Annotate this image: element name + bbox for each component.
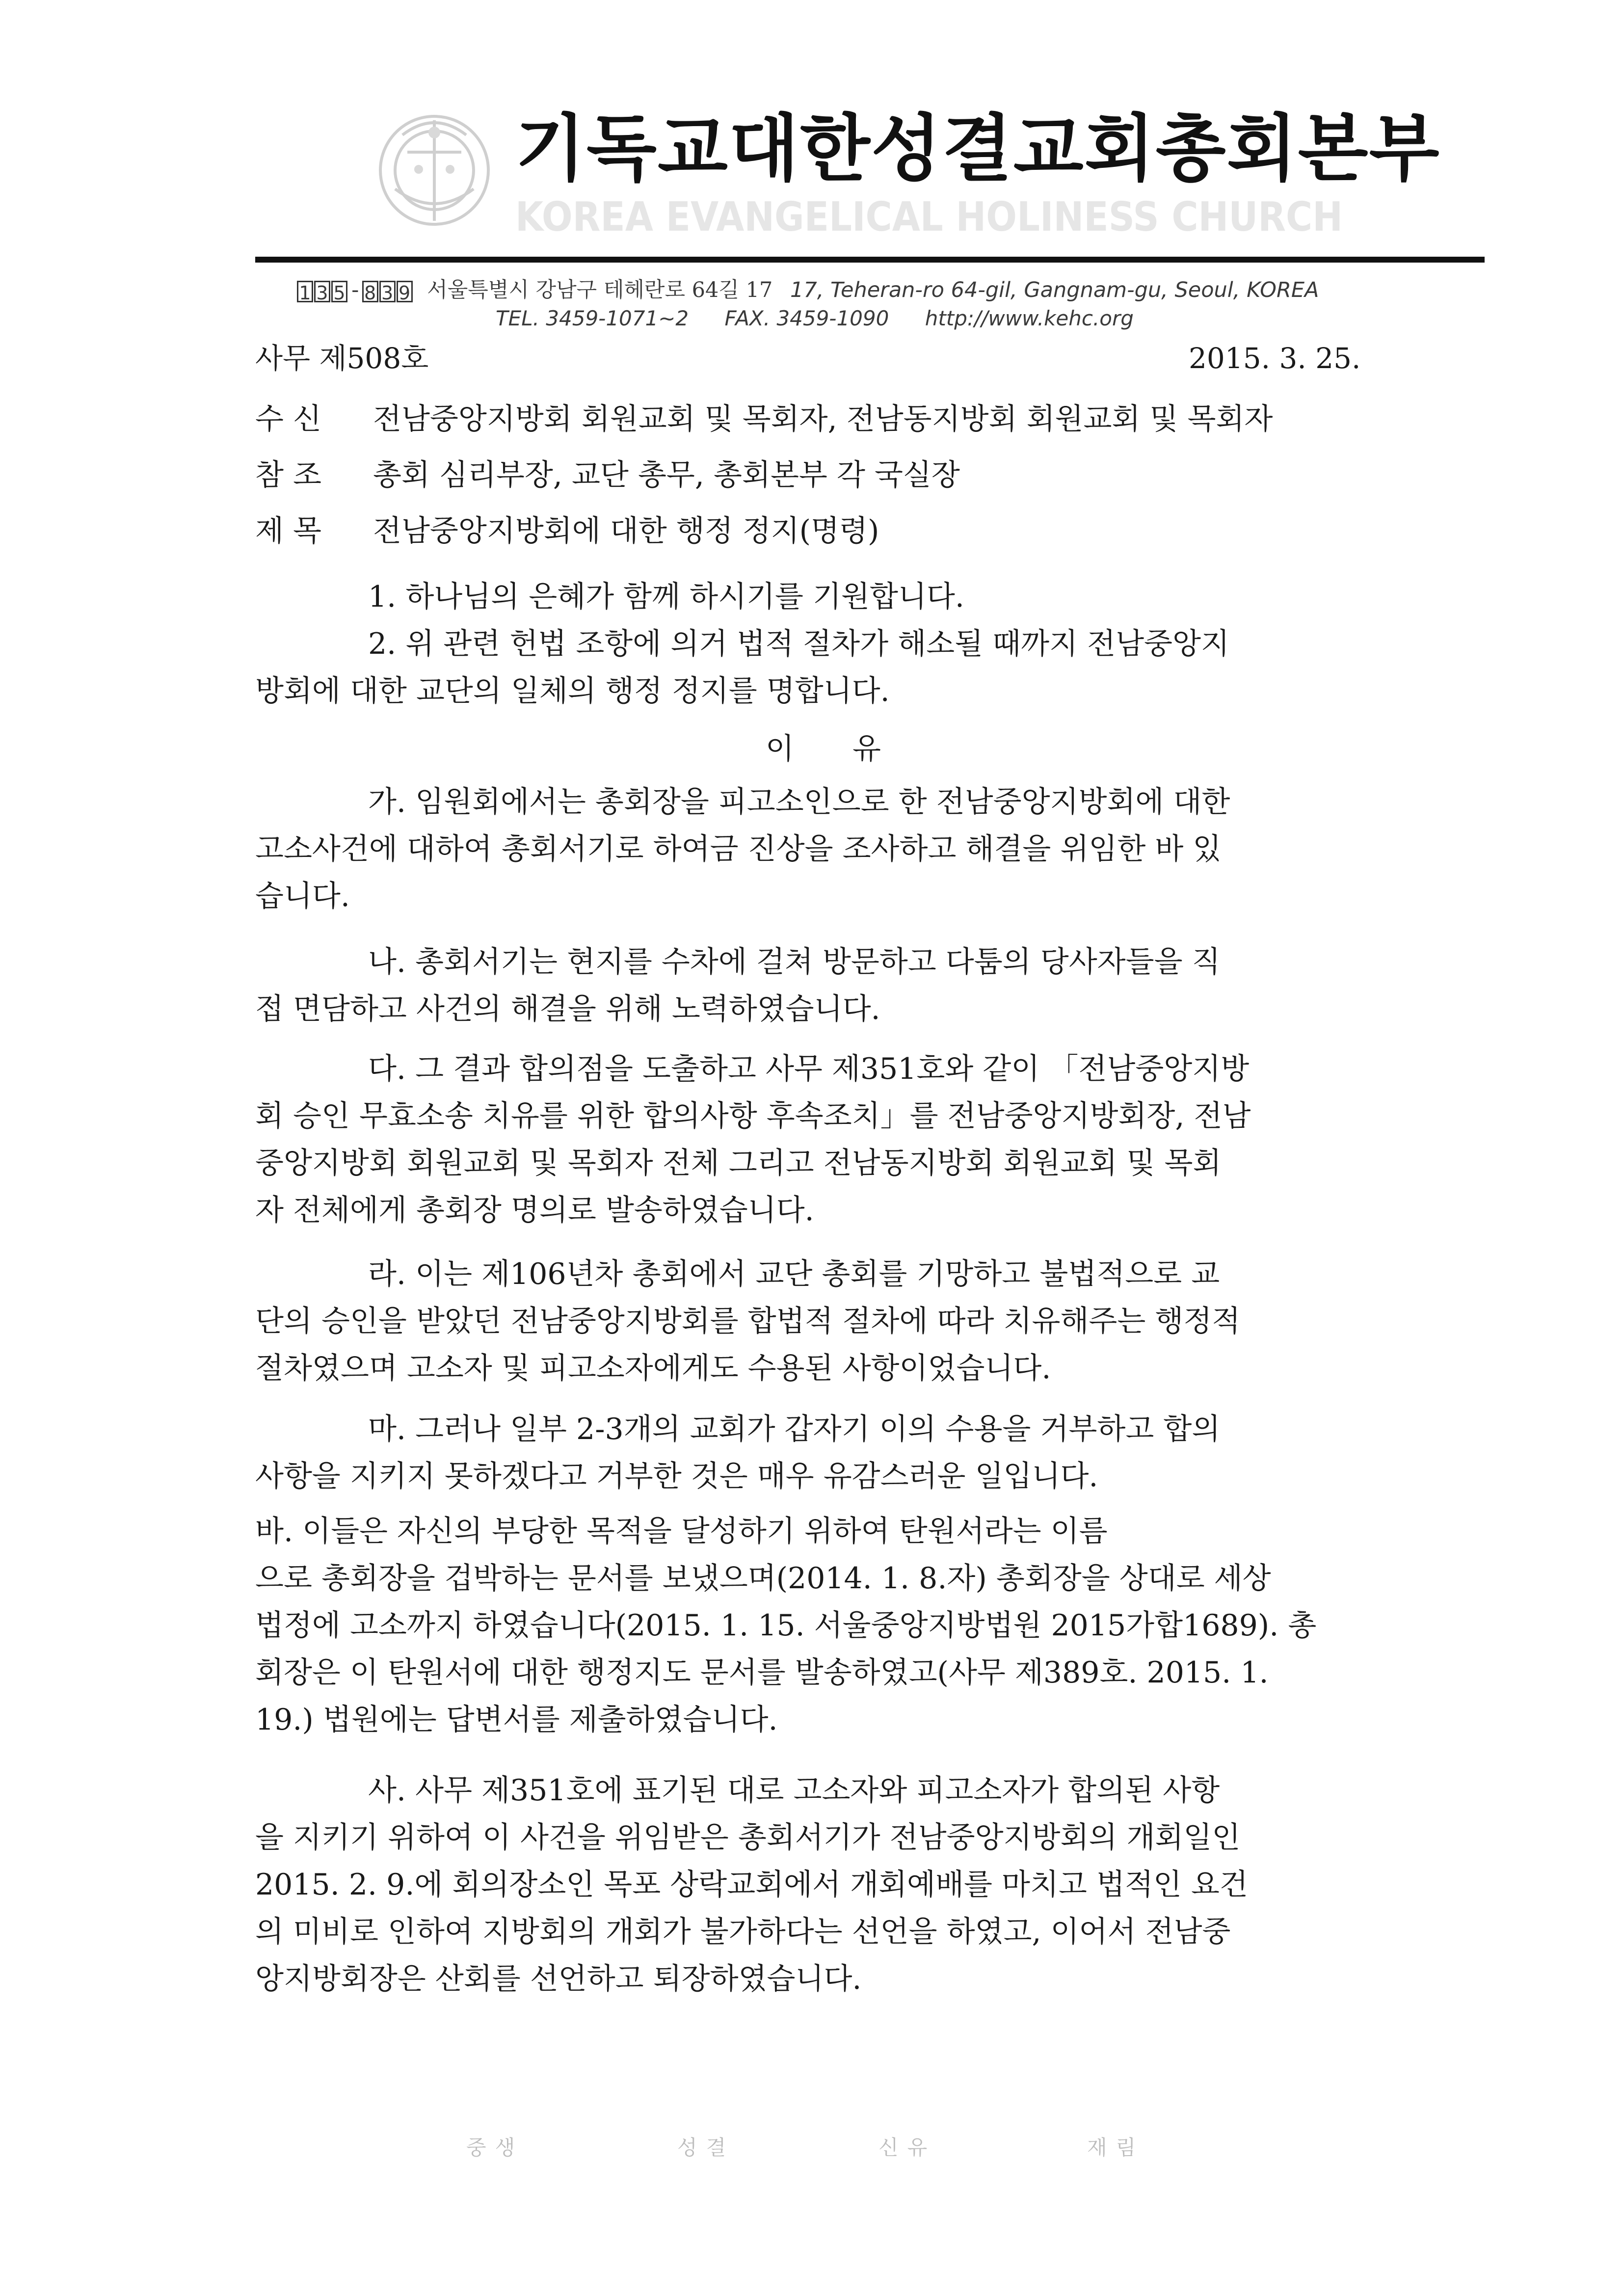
paragraph-line [255, 1696, 1413, 1743]
recipient-row [255, 399, 1273, 440]
paragraph-line [255, 1555, 1413, 1602]
paragraph-text: 절차였으며 고소자 및 피고소자에게도 수용된 사항이었습니다. [255, 1351, 1051, 1386]
item-1-text: 1. 하나님의 은혜가 함께 하시기를 기원합니다. [368, 580, 964, 614]
paragraph-text: 나. 총회서기는 현지를 수차에 걸쳐 방문하고 다툼의 당사자들을 직 [368, 945, 1221, 979]
organization-name-english: KOREA EVANGELICAL HOLINESS CHURCH [515, 194, 1343, 240]
item-1 [255, 573, 1413, 620]
paragraph-text: 사항을 지키지 못하겠다고 거부한 것은 매우 유감스러운 일입니다. [255, 1459, 1098, 1494]
paragraph-text: 2015. 2. 9.에 회의장소인 목포 상락교회에서 개회예배를 마치고 법적인 요건 [255, 1868, 1248, 1902]
motto-regeneration: 중생 [466, 2136, 524, 2160]
item-2-line [255, 620, 1413, 667]
paragraph-text: 회장은 이 탄원서에 대한 행정지도 문서를 발송하였고(사무 제389호. 2015. 1. [255, 1655, 1269, 1690]
paragraph-ra [255, 1251, 1413, 1392]
paragraph-text: 라. 이는 제106년차 총회에서 교단 총회를 기망하고 불법적으로 교 [368, 1257, 1220, 1291]
paragraph-text: 자 전체에게 총회장 명의로 발송하였습니다. [255, 1193, 814, 1228]
paragraph-line [255, 1814, 1413, 1861]
paragraph-text: 고소사건에 대하여 총회서기로 하여금 진상을 조사하고 해결을 위임한 바 있 [255, 832, 1222, 866]
paragraph-line [255, 1298, 1413, 1345]
paragraph-text: 사. 사무 제351호에 표기된 대로 고소자와 피고소자가 합의된 사항 [368, 1773, 1220, 1808]
paragraph-line [255, 1955, 1413, 2002]
paragraph-sa [255, 1767, 1413, 2002]
fax: FAX. 3459-1090 [724, 306, 889, 330]
reference-row [255, 454, 960, 496]
paragraph-line [255, 1187, 1413, 1234]
paragraph-line [255, 1093, 1413, 1140]
paragraph-text: 바. 이들은 자신의 부당한 목적을 달성하기 위하여 탄원서라는 이름 [255, 1514, 1108, 1548]
paragraph-text: 중앙지방회 회원교회 및 목회자 전체 그리고 전남동지방회 회원교회 및 목회 [255, 1146, 1222, 1180]
paragraph-line [255, 1508, 1413, 1555]
contact-line [496, 305, 1163, 332]
paragraph-text: 을 지키기 위하여 이 사건을 위임받은 총회서기가 전남중앙지방회의 개회일인 [255, 1820, 1241, 1855]
paragraph-line [255, 826, 1413, 873]
church-emblem-icon [361, 106, 508, 236]
paragraph-line [255, 778, 1413, 826]
paragraph-line [255, 1861, 1413, 1908]
paragraph-text: 마. 그러나 일부 2-3개의 교회가 갑자기 이의 수용을 거부하고 합의 [368, 1412, 1221, 1446]
zip-digit: 8 [362, 281, 378, 302]
paragraph-line [255, 1602, 1413, 1649]
paragraph-text: 으로 총회장을 겁박하는 문서를 보냈으며(2014. 1. 8.자) 총회장을 상대로 세상 [255, 1561, 1271, 1596]
paragraph-text: 19.) 법원에는 답변서를 제출하였습니다. [255, 1703, 778, 1737]
zip-digit: 5 [331, 281, 347, 302]
address-korean: 서울특별시 강남구 테헤란로 64길 17 [427, 278, 773, 302]
numbered-items [255, 573, 1413, 715]
organization-name-korean: 기독교대한성결교회총회본부 [515, 107, 1440, 191]
item-2-text: 방회에 대한 교단의 일체의 행정 정지를 명합니다. [255, 674, 890, 708]
paragraph-ga [255, 778, 1413, 920]
paragraph-line [255, 1140, 1413, 1187]
paragraph-text: 접 면담하고 사건의 해결을 위해 노력하였습니다. [255, 992, 880, 1026]
paragraph-line [255, 1251, 1413, 1298]
paragraph-text: 단의 승인을 받았던 전남중앙지방회를 합법적 절차에 따라 치유해주는 행정적 [255, 1304, 1241, 1338]
telephone: TEL. 3459-1071~2 [496, 306, 689, 330]
paragraph-line [255, 938, 1413, 986]
paragraph-na [255, 938, 1413, 1033]
zip-digit: 1 [297, 281, 313, 302]
paragraph-line [255, 986, 1413, 1033]
letterhead-divider [255, 257, 1485, 263]
paragraph-line [255, 1345, 1413, 1392]
paragraph-text: 습니다. [255, 879, 350, 913]
motto-healing: 신유 [878, 2136, 936, 2160]
paragraph-text: 앙지방회장은 산회를 선언하고 퇴장하였습니다. [255, 1962, 862, 1996]
reason-heading: 이 유 [766, 732, 881, 766]
paragraph-text: 의 미비로 인하여 지방회의 개회가 불가하다는 선언을 하였고, 이어서 전남중 [255, 1915, 1231, 1949]
reference-label: 참 조 [255, 458, 321, 492]
recipient-label: 수 신 [255, 402, 321, 436]
paragraph-line [255, 873, 1413, 920]
paragraph-line [255, 1045, 1413, 1093]
item-2-text: 2. 위 관련 헌법 조항에 의거 법적 절차가 해소될 때까지 전남중앙지 [368, 627, 1229, 661]
paragraph-text: 법정에 고소까지 하였습니다(2015. 1. 15. 서울중앙지방법원 2015가합1689). 총 [255, 1608, 1317, 1643]
address-english: 17, Teheran-ro 64-gil, Gangnam-gu, Seoul, KOREA [790, 278, 1319, 302]
zip-digit: 9 [397, 281, 413, 302]
paragraph-line [255, 1767, 1413, 1814]
zip-separator: - [351, 278, 359, 302]
subject-row [255, 510, 879, 552]
paragraph-text: 가. 임원회에서는 총회장을 피고소인으로 한 전남중앙지방회에 대한 [368, 785, 1230, 819]
subject-label: 제 목 [255, 514, 321, 548]
paragraph-text: 다. 그 결과 합의점을 도출하고 사무 제351호와 같이 「전남중앙지방 [368, 1052, 1250, 1086]
recipient-value: 전남중앙지방회 회원교회 및 목회자, 전남동지방회 회원교회 및 목회자 [373, 402, 1273, 436]
paragraph-line [255, 1453, 1413, 1500]
paragraph-ba [255, 1508, 1413, 1743]
paragraph-line [255, 1908, 1413, 1955]
paragraph-da [255, 1045, 1413, 1234]
paragraph-line [255, 1406, 1413, 1453]
paragraph-line [255, 1649, 1413, 1696]
website: http://www.kehc.org [925, 306, 1134, 330]
motto-holiness: 성결 [677, 2136, 735, 2160]
reference-value: 총회 심리부장, 교단 총무, 총회본부 각 국실장 [373, 458, 960, 492]
motto-second-coming: 재림 [1087, 2136, 1145, 2160]
subject-value: 전남중앙지방회에 대한 행정 정지(명령) [373, 514, 879, 548]
paragraph-ma [255, 1406, 1413, 1500]
zip-digit: 3 [379, 281, 396, 302]
item-2-line [255, 667, 1413, 715]
zip-digit: 3 [314, 281, 330, 302]
address-line [297, 276, 1319, 304]
document-date: 2015. 3. 25. [1189, 342, 1361, 375]
document-number: 사무 제508호 [255, 342, 429, 375]
paragraph-text: 회 승인 무효소송 치유를 위한 합의사항 후속조치」를 전남중앙지방회장, 전남 [255, 1099, 1251, 1133]
